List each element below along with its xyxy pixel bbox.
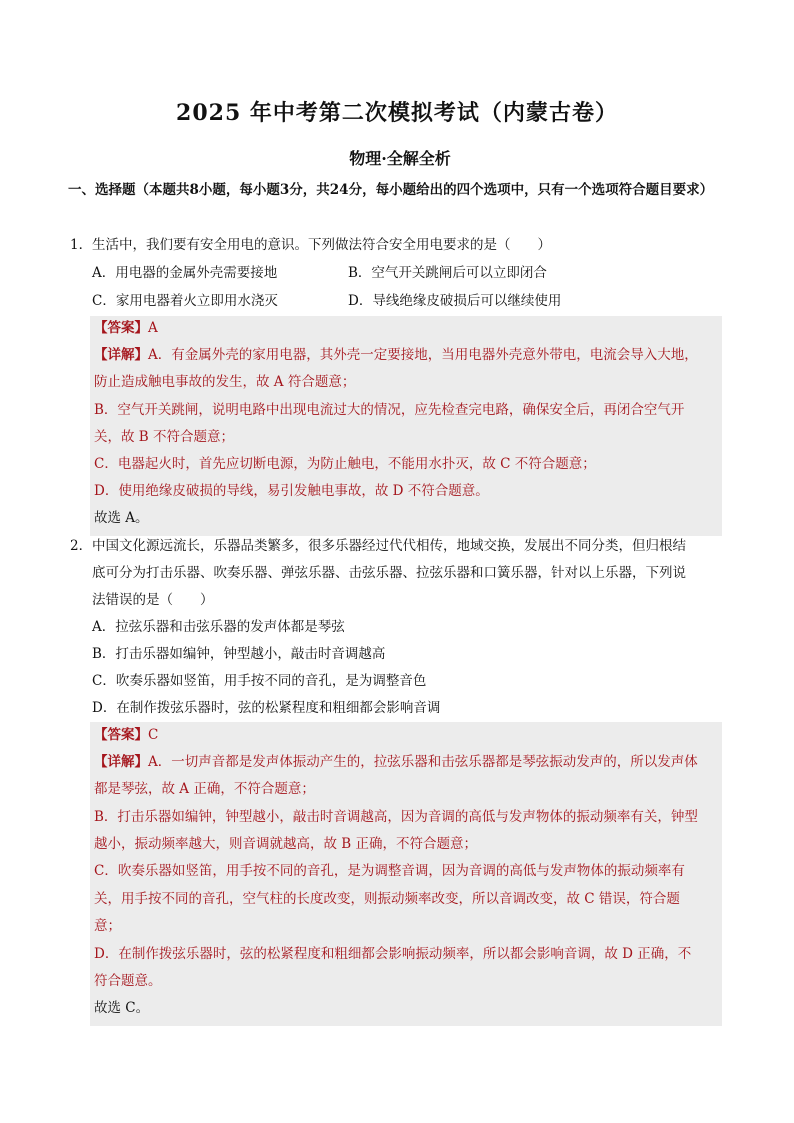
detail-text: A．一切声音都是发声体振动产生的，拉弦乐器和击弦乐器都是琴弦振动发声的，所以发声体 — [148, 754, 698, 770]
page-subtitle: 物理·全解全析 — [349, 149, 451, 168]
question-1-detail-line: B．空气开关跳闸，说明电路中出现电流过大的情况，应先检查完电路，确保安全后，再闭合空气开 — [94, 402, 685, 418]
question-1-detail-line — [94, 346, 698, 364]
question-2-detail-line: 符合题意。 — [94, 973, 162, 989]
question-2-answer — [94, 726, 158, 744]
question-1-detail-line: 防止造成触电事故的发生，故 A 符合题意； — [94, 374, 356, 390]
detail-label: 【详解】 — [94, 754, 148, 770]
question-2-detail-line: 关，用手按不同的音孔，空气柱的长度改变，则振动频率改变，所以音调改变，故 C 错误，符合题 — [94, 891, 680, 907]
detail-text: A．有金属外壳的家用电器，其外壳一定要接地，当用电器外壳意外带电，电流会导入大地， — [148, 347, 698, 363]
question-2-option-c: C．吹奏乐器如竖笛，用手按不同的音孔，是为调整音色 — [92, 673, 427, 689]
question-1-stem: 生活中，我们要有安全用电的意识。下列做法符合安全用电要求的是（ ） — [92, 237, 551, 253]
answer-value: C — [148, 727, 159, 743]
question-1-detail-line: D．使用绝缘皮破损的导线，易引发触电事故，故 D 不符合题意。 — [94, 483, 489, 499]
question-2-option-b: B．打击乐器如编钟，钟型越小，敲击时音调越高 — [92, 646, 386, 662]
question-1-detail-line: 关，故 B 不符合题意； — [94, 429, 235, 445]
question-2-detail-line: D．在制作拨弦乐器时，弦的松紧程度和粗细都会影响振动频率，所以都会影响音调，故 D 正确，不 — [94, 946, 692, 962]
question-1-detail-line: C．电器起火时，首先应切断电源，为防止触电，不能用水扑灭，故 C 不符合题意； — [94, 456, 596, 472]
question-2-stem-line: 中国文化源远流长，乐器品类繁多，很多乐器经过代代相传，地域交换，发展出不同分类，但归根结 — [92, 538, 686, 554]
question-2-conclusion: 故选 C。 — [94, 1000, 150, 1016]
answer-label: 【答案】 — [94, 727, 148, 743]
detail-label: 【详解】 — [94, 347, 148, 363]
question-2-number: 2． — [70, 538, 93, 554]
question-1-answer — [94, 319, 158, 337]
section-heading: 一、选择题（本题共8小题，每小题3分，共24分，每小题给出的四个选项中，只有一个选项符合题目要求） — [68, 182, 714, 198]
question-2-detail-line: B．打击乐器如编钟，钟型越小，敲击时音调越高，因为音调的高低与发声物体的振动频率有关，钟型 — [94, 809, 698, 825]
question-1-option-c: C．家用电器着火立即用水浇灭 — [92, 293, 278, 309]
question-2-detail-line: 越小，振动频率越大，则音调就越高，故 B 正确，不符合题意； — [94, 836, 478, 852]
question-1-conclusion: 故选 A。 — [94, 510, 149, 526]
question-2-detail-line: C．吹奏乐器如竖笛，用手按不同的音孔，是为调整音调，因为音调的高低与发声物体的振动频率有 — [94, 863, 685, 879]
answer-value: A — [148, 320, 158, 336]
question-1-option-d: D．导线绝缘皮破损后可以继续使用 — [348, 293, 562, 309]
question-2-stem-line: 底可分为打击乐器、吹奏乐器、弹弦乐器、击弦乐器、拉弦乐器和口簧乐器，针对以上乐器，下列说 — [92, 565, 686, 581]
question-1-option-a: A．用电器的金属外壳需要接地 — [92, 265, 278, 281]
question-2-detail-line: 意； — [94, 918, 121, 934]
question-2-stem-line: 法错误的是（ ） — [92, 592, 214, 608]
question-2-detail-line — [94, 753, 698, 771]
page-title: 2025 年中考第二次模拟考试（内蒙古卷） — [176, 100, 618, 126]
question-2-option-d: D．在制作拨弦乐器时，弦的松紧程度和粗细都会影响音调 — [92, 700, 441, 716]
question-2-option-a: A．拉弦乐器和击弦乐器的发声体都是琴弦 — [92, 619, 345, 635]
question-1-number: 1． — [70, 237, 93, 253]
question-2-detail-line: 都是琴弦，故 A 正确，不符合题意； — [94, 781, 315, 797]
answer-label: 【答案】 — [94, 320, 148, 336]
question-1-option-b: B．空气开关跳闸后可以立即闭合 — [348, 265, 547, 281]
